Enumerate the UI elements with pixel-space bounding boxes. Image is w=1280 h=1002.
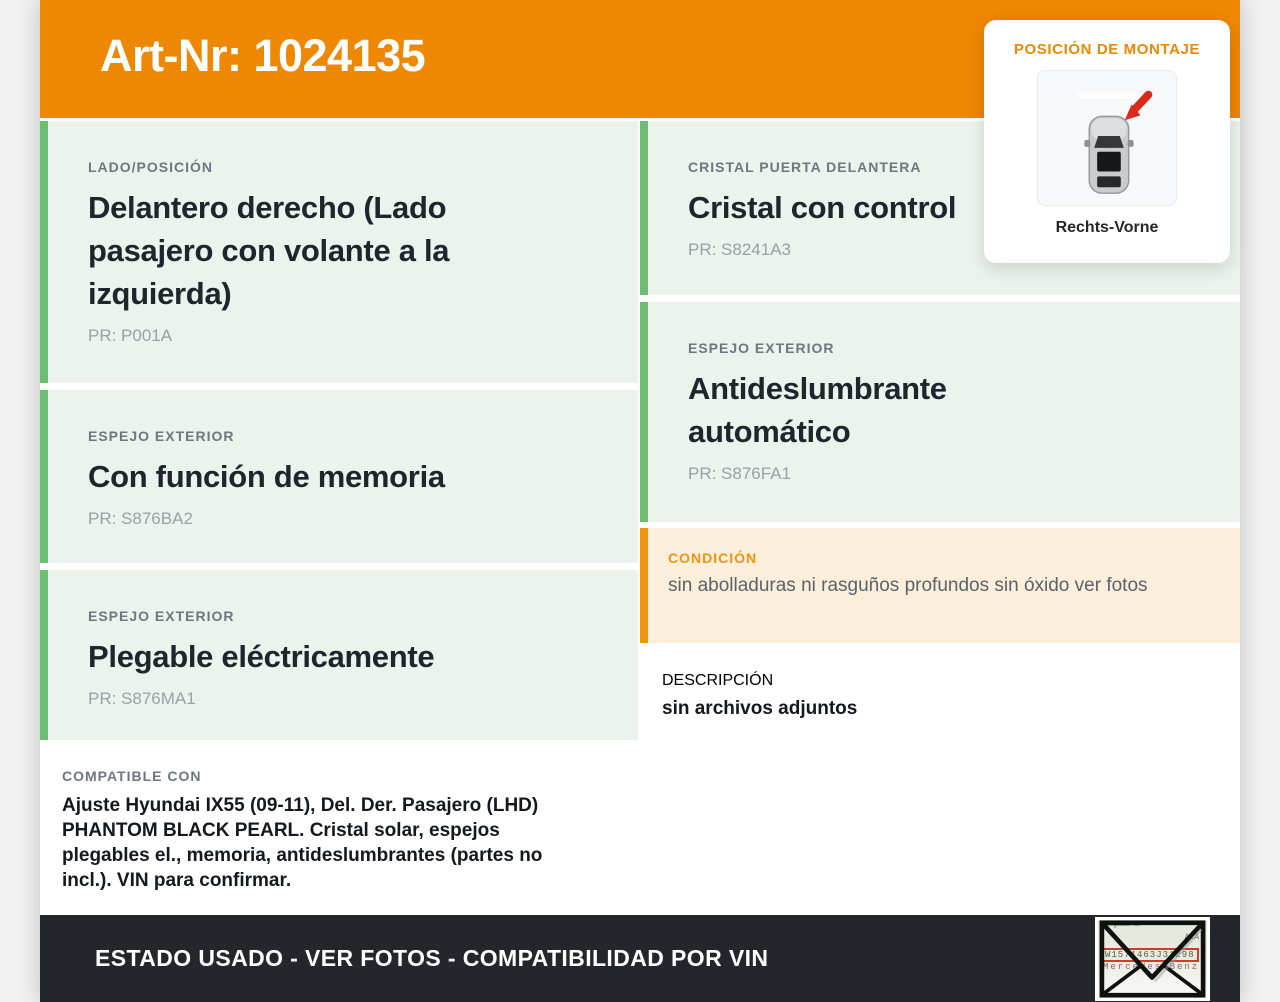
descripcion-text: sin archivos adjuntos: [662, 698, 858, 719]
status-bar: [40, 915, 1240, 1002]
pr-code: PR: P001A: [88, 326, 173, 345]
left-column: [40, 121, 640, 915]
section-label: LADO/POSICIÓN: [88, 159, 214, 175]
status-bar-text: ESTADO USADO - VER FOTOS - COMPATIBILIDAD POR VIN: [95, 945, 769, 971]
compatible-text: Ajuste Hyundai IX55 (09-11), Del. Der. Pasajero (LHD) PHANTOM BLACK PEARL. Cristal solar, espejos plegables el., memoria, antideslumbrantes (partes no incl.). VIN para confirmar.: [62, 795, 543, 891]
section-condicion: [640, 528, 1240, 643]
section-espejo-plegable: [40, 570, 638, 740]
section-label: DESCRIPCIÓN: [662, 672, 774, 689]
section-value: Antideslumbrante automático: [688, 371, 947, 449]
section-value: Plegable eléctricamente: [88, 639, 435, 674]
doc-label: Fahrgestell-Nr.: [1101, 922, 1141, 928]
envelope-icon: [1098, 920, 1207, 998]
product-card: [40, 0, 1240, 1002]
mounting-position-caption: Rechts-Vorne: [1055, 219, 1159, 236]
doc-stamp: AiA: [1184, 933, 1199, 942]
pr-code: PR: S8241A3: [688, 240, 792, 259]
vin-highlight-box: W1571463J31298: [1101, 948, 1199, 962]
pr-code: PR: S876BA2: [88, 509, 193, 528]
section-label: CONDICIÓN: [668, 550, 758, 566]
section-compatible: [40, 740, 640, 915]
section-lado-posicion: [40, 121, 638, 383]
condicion-text: sin abolladuras ni rasguños profundos sin óxido ver fotos: [668, 575, 1148, 596]
section-label: ESPEJO EXTERIOR: [88, 608, 235, 624]
section-value: Delantero derecho (Lado pasajero con volante a la izquierda): [88, 190, 450, 311]
section-espejo-memoria: [40, 390, 638, 563]
vin-document-thumbnail[interactable]: [1095, 917, 1210, 1001]
section-value: Con función de memoria: [88, 459, 445, 494]
section-value: Cristal con control: [688, 190, 957, 225]
section-antideslumbrante: [640, 302, 1240, 522]
section-label: ESPEJO EXTERIOR: [88, 428, 235, 444]
car-top-view-icon: [1038, 71, 1176, 205]
pr-code: PR: S876MA1: [88, 689, 196, 708]
car-position-image: [1037, 70, 1177, 206]
section-label: COMPATIBLE CON: [62, 768, 202, 784]
vin-document-photo: [1098, 920, 1207, 998]
page-title: Art-Nr: 1024135: [100, 30, 426, 81]
section-label: CRISTAL PUERTA DELANTERA: [688, 159, 922, 175]
pr-code: PR: S876FA1: [688, 464, 792, 483]
doc-make: Mercedes-Benz: [1103, 962, 1200, 972]
mounting-position-card: [984, 20, 1230, 263]
mounting-position-label: POSICIÓN DE MONTAJE: [1013, 41, 1201, 58]
vin-suffix: 7: [1200, 950, 1207, 960]
section-descripcion: [640, 643, 1240, 915]
section-label: ESPEJO EXTERIOR: [688, 340, 835, 356]
